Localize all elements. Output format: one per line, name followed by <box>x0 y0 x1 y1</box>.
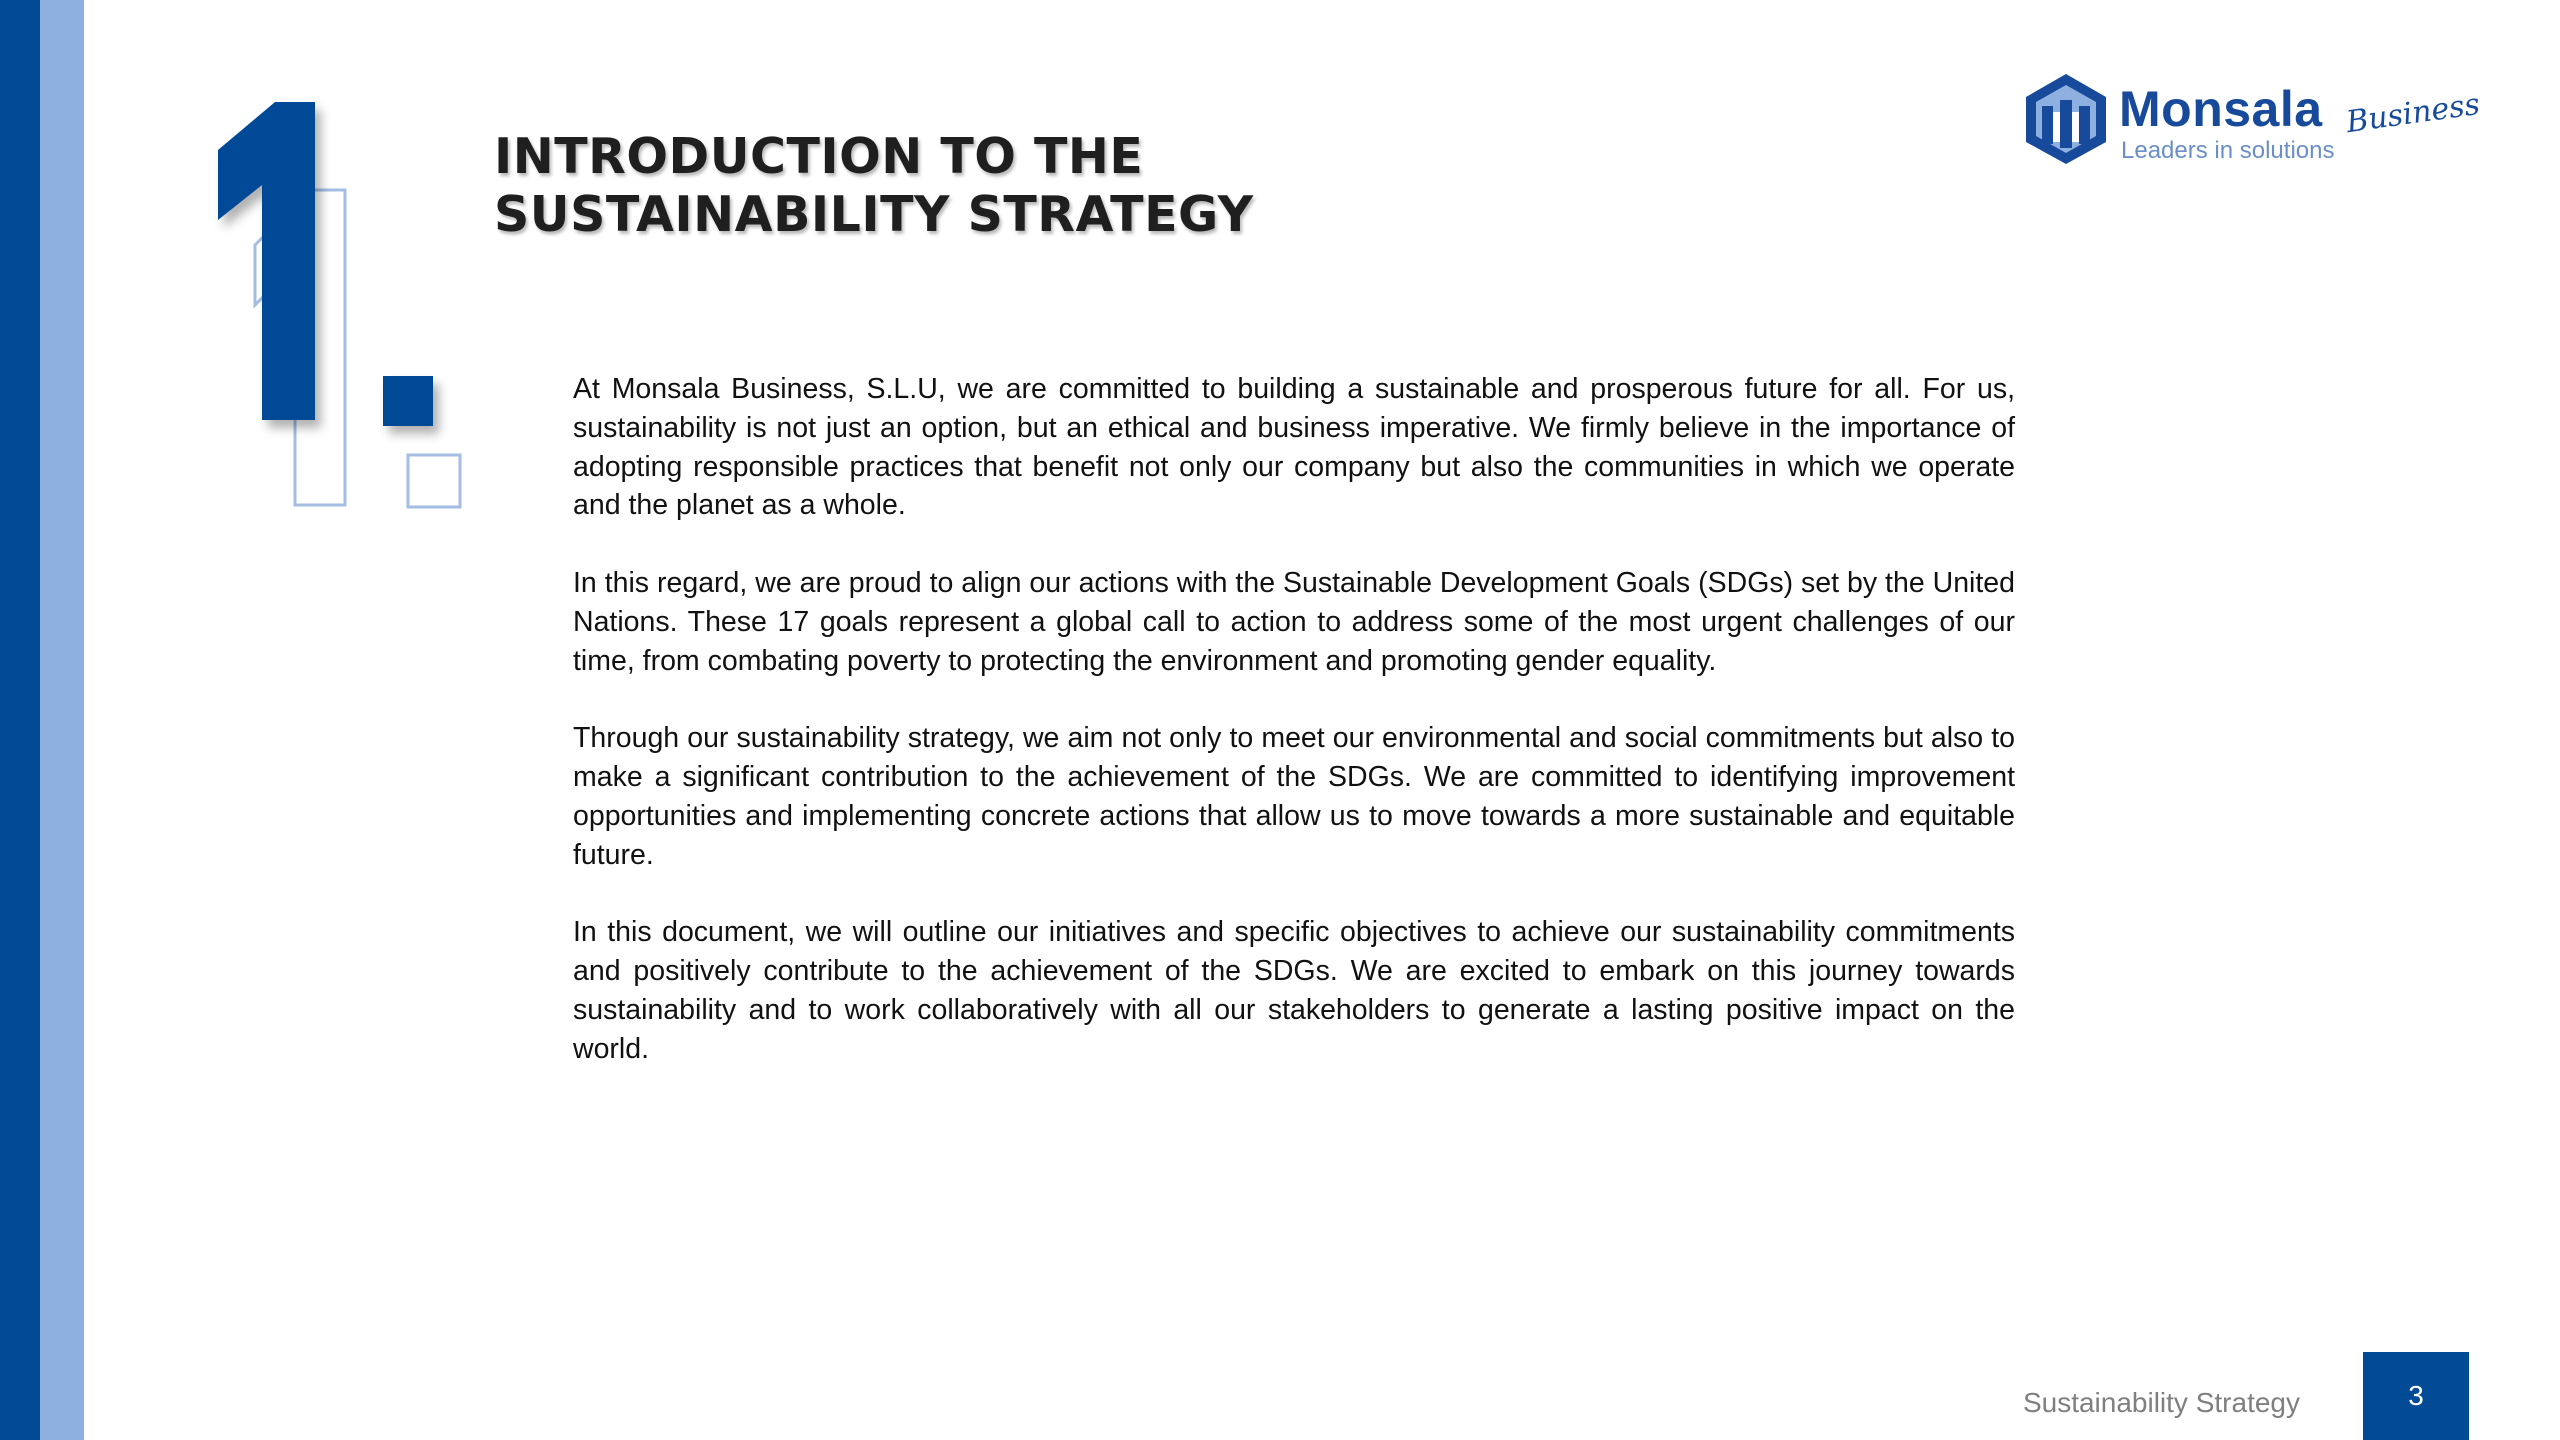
body-text <box>573 370 2015 1107</box>
body-paragraph-3: Through our sustainability strategy, we aim not only to meet our environmental and social commitments but also to make a significant contribution to the achievement of the SDGs. We are committed to identifying improvement opportunities and implementing concrete actions that allow us to move towards a more sustainable and equitable future. <box>573 722 2015 871</box>
page-title-line-2: SUSTAINABILITY STRATEGY <box>494 186 1254 243</box>
page-title <box>494 128 1394 244</box>
body-paragraph-2: In this regard, we are proud to align our actions with the Sustainable Development Goals (SDGs) set by the United Nations. These 17 goals represent a global call to action to address some of the most urgent challenges of our time, from combating poverty to protecting the environment and promoting gender equality. <box>573 566 2015 677</box>
page-title-line-1: INTRODUCTION TO THE <box>494 128 1144 185</box>
page-number-badge: 3 <box>2363 1352 2469 1440</box>
footer-document-label: Sustainability Strategy <box>2022 1387 2300 1418</box>
chapter-numeral-solid <box>218 102 433 426</box>
chapter-numeral <box>200 80 500 540</box>
left-edge-stripe-light <box>40 0 84 1440</box>
logo-name: Monsala <box>2119 81 2323 137</box>
company-logo <box>2020 72 2480 168</box>
body-paragraph-4: In this document, we will outline our initiatives and specific objectives to achieve our sustainability commitments and positively contribute to the achievement of the SDGs. We are excited to embark on this journey towards sustainability and to work collaboratively with all our stakeholders to generate a lasting positive impact on the world. <box>573 916 2015 1065</box>
logo-tagline: Leaders in solutions <box>2121 137 2335 164</box>
logo-script: Business <box>2344 86 2482 141</box>
monsala-hexagon-logo-icon <box>2020 72 2112 164</box>
left-edge-stripe-dark <box>0 0 40 1440</box>
body-paragraph-1: At Monsala Business, S.L.U, we are committed to building a sustainable and prosperous future for all. For us, sustainability is not just an option, but an ethical and business imperative. We firmly believe in the importance of adopting responsible practices that benefit not only our company but also the communities in which we operate and the planet as a whole. <box>573 373 2015 522</box>
